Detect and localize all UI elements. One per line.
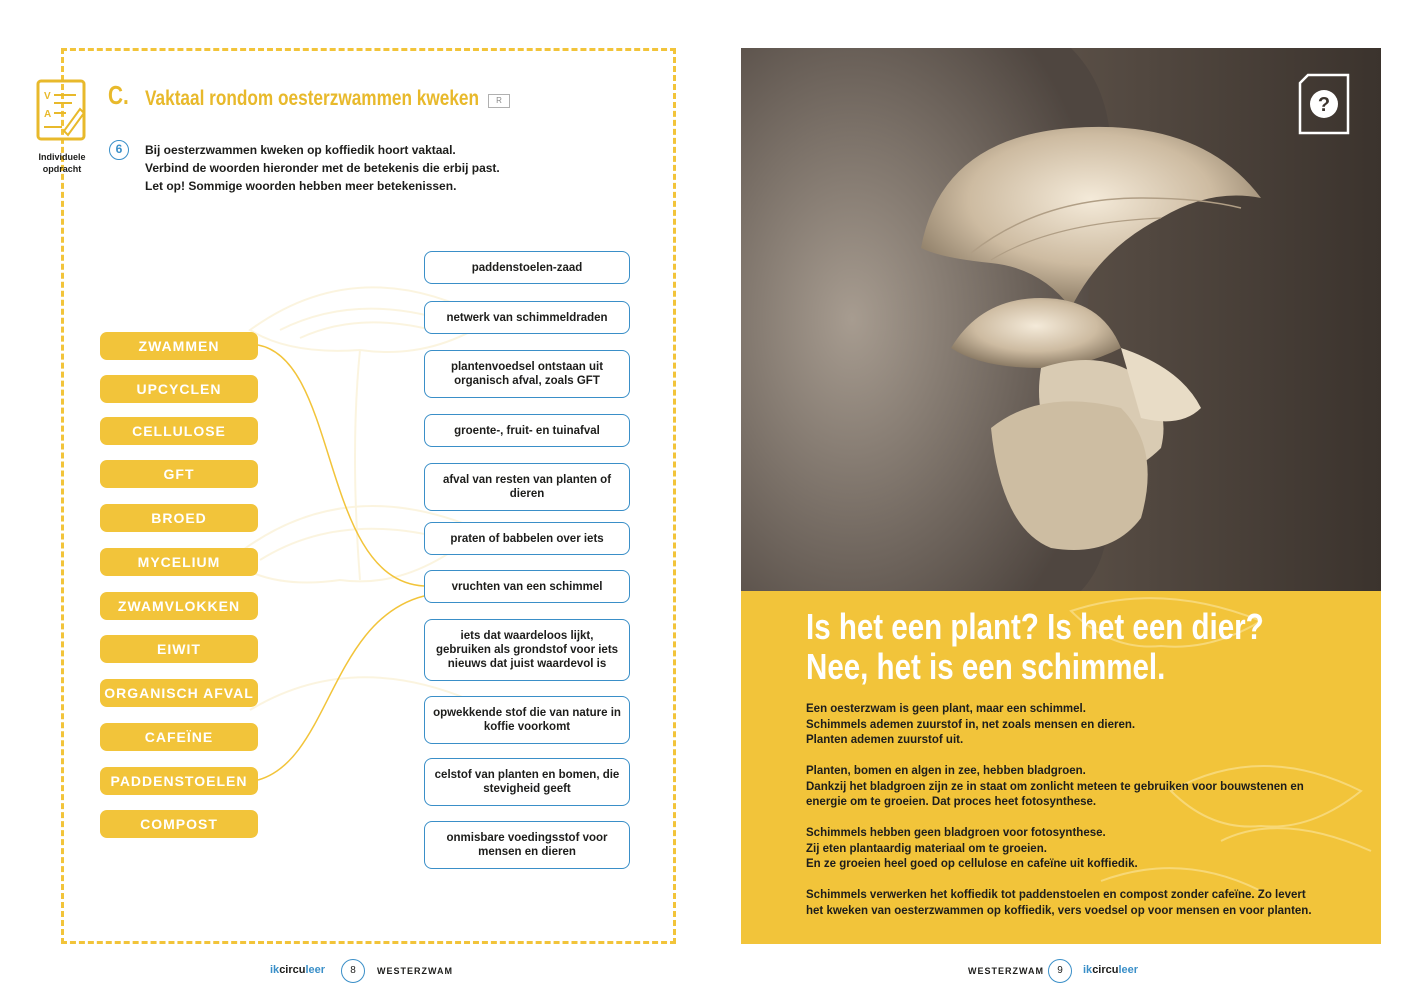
brand-logo (1083, 964, 1138, 976)
section-letter: C. (108, 80, 129, 110)
meaning-card[interactable]: plantenvoedsel ontstaan uit organisch afval, zoals GFT (424, 350, 630, 398)
headline-line: Nee, het is een schimmel. (806, 646, 1166, 687)
brand-logo-part: ik (270, 964, 280, 976)
body-line: Zij eten plantaardig materiaal om te groeien. (806, 842, 1047, 855)
body-line: Schimmels hebben geen bladgroen voor fotosynthese. (806, 827, 1106, 839)
meaning-card[interactable]: opwekkende stof die van nature in koffie voorkomt (424, 696, 630, 744)
body-line: het kweken van oesterzwammen op koffiedik, vers voedsel op voor mensen en voor planten. (806, 904, 1312, 917)
page-number: 9 (1048, 959, 1072, 983)
meaning-card[interactable]: groente-, fruit- en tuinafval (424, 414, 630, 447)
svg-text:V: V (44, 91, 51, 102)
word-card-broed[interactable]: BROED (100, 504, 258, 532)
word-card-upcyclen[interactable]: UPCYCLEN (100, 375, 258, 403)
task-type-label: Individuele opdracht (38, 152, 86, 174)
svg-text:A: A (44, 109, 52, 120)
help-document-icon (1298, 73, 1350, 135)
word-card-zwammen[interactable]: ZWAMMEN (100, 332, 258, 360)
instruction-line: Verbind de woorden hieronder met de betekenis die erbij past. (145, 161, 500, 175)
body-line: Planten ademen zuurstof uit. (806, 734, 964, 746)
body-line: Schimmels verwerken het koffiedik tot paddenstoelen en compost zonder cafeïne. Zo levert (806, 889, 1306, 901)
body-line: energie om te groeien. Dat proces heet fotosynthese. (806, 796, 1097, 808)
paragraph (806, 826, 1346, 873)
word-card-compost[interactable]: COMPOST (100, 810, 258, 838)
page-number: 8 (341, 959, 365, 983)
body-line: Een oesterzwam is geen plant, maar een schimmel. (806, 703, 1086, 715)
footer-title: WESTERZWAM (968, 966, 1044, 976)
body-line: Planten, bomen en algen in zee, hebben bladgroen. (806, 765, 1086, 777)
instruction-line: Bij oesterzwammen kweken op koffiedik hoort vaktaal. (145, 143, 456, 157)
paragraph (806, 888, 1346, 919)
oyster-mushroom-photo (741, 48, 1381, 591)
meaning-card[interactable]: onmisbare voedingsstof voor mensen en dieren (424, 821, 630, 869)
meaning-card[interactable]: afval van resten van planten of dieren (424, 463, 630, 511)
word-card-cellulose[interactable]: CELLULOSE (100, 417, 258, 445)
section-badge: R (488, 94, 510, 108)
instructions (145, 141, 500, 195)
panel-body-text (806, 702, 1346, 935)
meaning-card[interactable]: praten of babbelen over iets (424, 522, 630, 555)
footer-title: WESTERZWAM (377, 966, 453, 976)
body-line: Schimmels ademen zuurstof in, net zoals mensen en dieren. (806, 718, 1136, 731)
headline-line: Is het een plant? Is het een dier? (806, 606, 1264, 647)
brand-logo-part: leer (1118, 964, 1139, 976)
brand-logo-part: circu (279, 964, 306, 976)
word-card-cafeine[interactable]: CAFEÏNE (100, 723, 258, 751)
panel-headline (806, 607, 1264, 687)
instruction-line: Let op! Sommige woorden hebben meer betekenissen. (145, 179, 457, 193)
paragraph (806, 702, 1346, 749)
body-line: En ze groeien heel goed op cellulose en cafeïne uit koffiedik. (806, 858, 1138, 870)
meaning-card[interactable]: netwerk van schimmeldraden (424, 301, 630, 334)
task-sheet-pencil-icon (36, 79, 86, 143)
word-card-zwamvlokken[interactable]: ZWAMVLOKKEN (100, 592, 258, 620)
word-card-paddenstoelen[interactable]: PADDENSTOELEN (100, 767, 258, 795)
meaning-card[interactable]: celstof van planten en bomen, die stevigheid geeft (424, 758, 630, 806)
word-card-eiwit[interactable]: EIWIT (100, 635, 258, 663)
word-card-mycelium[interactable]: MYCELIUM (100, 548, 258, 576)
paragraph (806, 764, 1346, 811)
brand-logo (270, 964, 325, 976)
step-number: 6 (109, 140, 129, 160)
svg-text:?: ? (1317, 94, 1331, 116)
meaning-card[interactable]: vruchten van een schimmel (424, 570, 630, 603)
brand-logo-part: ik (1083, 964, 1093, 976)
section-title: Vaktaal rondom oesterzwammen kweken (145, 87, 480, 110)
brand-logo-part: leer (305, 964, 326, 976)
meaning-card[interactable]: iets dat waardeloos lijkt, gebruiken als grondstof voor iets nieuws dat juist waardevol is (424, 619, 630, 681)
word-card-gft[interactable]: GFT (100, 460, 258, 488)
word-card-organisch-afval[interactable]: ORGANISCH AFVAL (100, 679, 258, 707)
meaning-card[interactable]: paddenstoelen-zaad (424, 251, 630, 284)
body-line: Dankzij het bladgroen zijn ze in staat om zonlicht meteen te gebruiken voor bouwstenen en (806, 780, 1304, 793)
brand-logo-part: circu (1092, 964, 1119, 976)
